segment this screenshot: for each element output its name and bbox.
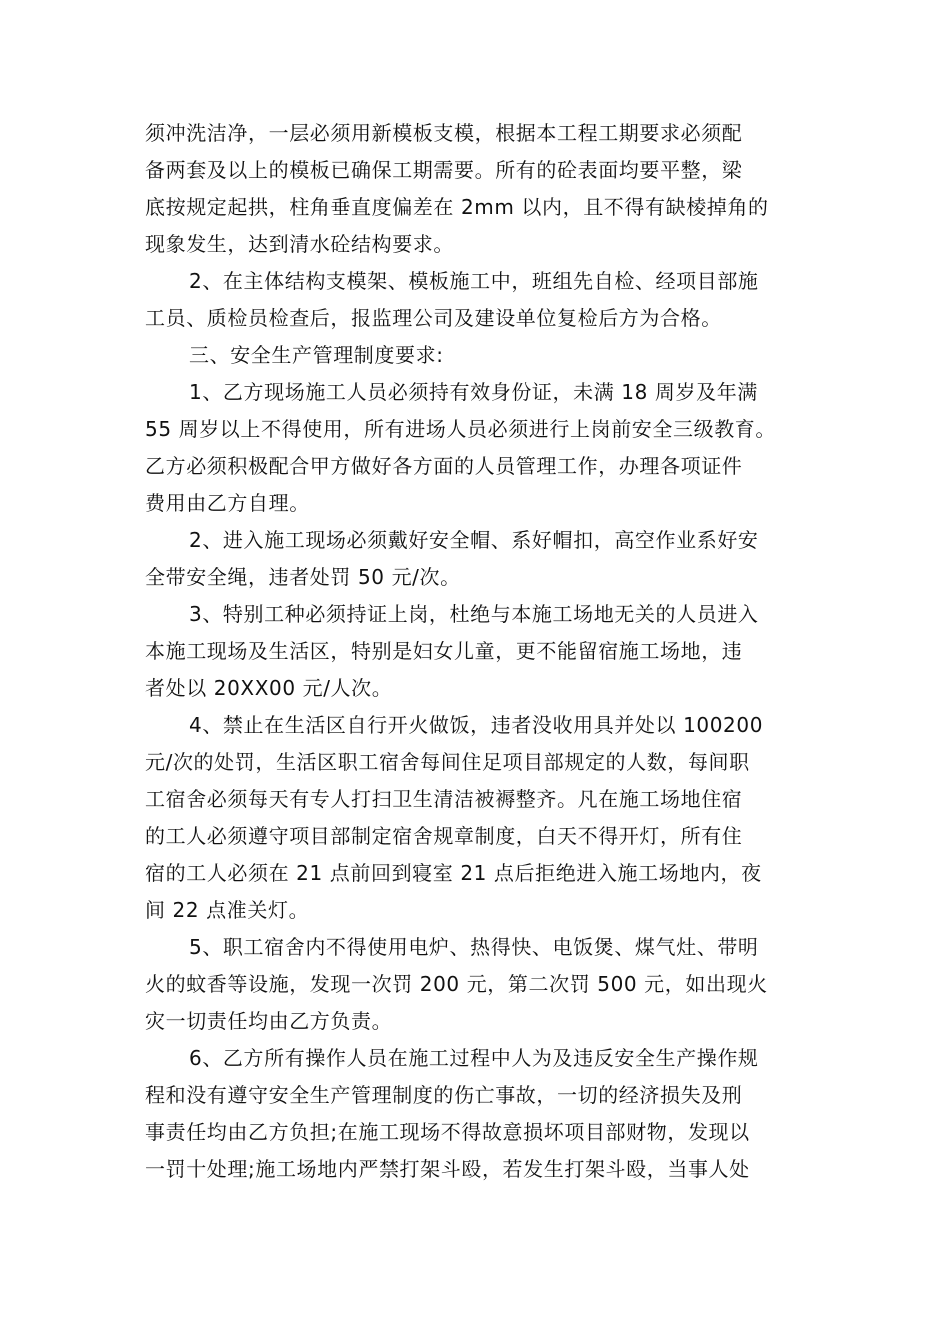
text-line: 全带安全绳，违者处罚 50 元/次。 xyxy=(145,565,461,589)
text-line: 2、在主体结构支模架、模板施工中，班组先自检、经项目部施 xyxy=(189,269,759,293)
text-line: 元/次的处罚，生活区职工宿舍每间住足项目部规定的人数，每间职 xyxy=(145,750,750,774)
text-line: 6、乙方所有操作人员在施工过程中人为及违反安全生产操作规 xyxy=(189,1046,759,1070)
document-body xyxy=(145,115,825,1188)
text-line: 55 周岁以上不得使用，所有进场人员必须进行上岗前安全三级教育。 xyxy=(145,417,777,441)
text-line: 工员、质检员检查后，报监理公司及建设单位复检后方为合格。 xyxy=(145,306,722,330)
text-line: 事责任均由乙方负担;在施工现场不得故意损坏项目部财物，发现以 xyxy=(145,1120,750,1144)
text-line: 工宿舍必须每天有专人打扫卫生清洁被褥整齐。凡在施工场地住宿 xyxy=(145,787,743,811)
text-line: 灾一切责任均由乙方负责。 xyxy=(145,1009,393,1033)
text-line: 火的蚊香等设施，发现一次罚 200 元，第二次罚 500 元，如出现火 xyxy=(145,972,768,996)
text-line: 现象发生，达到清水砼结构要求。 xyxy=(145,232,454,256)
text-line: 的工人必须遵守项目部制定宿舍规章制度，白天不得开灯，所有住 xyxy=(145,824,743,848)
text-line: 4、禁止在生活区自行开火做饭，违者没收用具并处以 100200 xyxy=(189,713,764,737)
text-line: 1、乙方现场施工人员必须持有效身份证，未满 18 周岁及年满 xyxy=(189,380,758,404)
text-line: 底按规定起拱，柱角垂直度偏差在 2mm 以内，且不得有缺棱掉角的 xyxy=(145,195,769,219)
text-line: 本施工现场及生活区，特别是妇女儿童，更不能留宿施工场地，违 xyxy=(145,639,743,663)
text-line: 费用由乙方自理。 xyxy=(145,491,310,515)
text-line: 2、进入施工现场必须戴好安全帽、系好帽扣，高空作业系好安 xyxy=(189,528,759,552)
text-line: 5、职工宿舍内不得使用电炉、热得快、电饭煲、煤气灶、带明 xyxy=(189,935,759,959)
text-line: 宿的工人必须在 21 点前回到寝室 21 点后拒绝进入施工场地内，夜 xyxy=(145,861,762,885)
text-line: 须冲洗洁净，一层必须用新模板支模，根据本工程工期要求必须配 xyxy=(145,121,743,145)
text-line: 间 22 点准关灯。 xyxy=(145,898,310,922)
text-line: 程和没有遵守安全生产管理制度的伤亡事故，一切的经济损失及刑 xyxy=(145,1083,743,1107)
text-line: 备两套及以上的模板已确保工期需要。所有的砼表面均要平整，梁 xyxy=(145,158,743,182)
text-line: 一罚十处理;施工场地内严禁打架斗殴，若发生打架斗殴，当事人处 xyxy=(145,1157,750,1181)
text-line: 乙方必须积极配合甲方做好各方面的人员管理工作，办理各项证件 xyxy=(145,454,743,478)
text-line: 三、安全生产管理制度要求: xyxy=(189,343,444,367)
text-line: 3、特别工种必须持证上岗，杜绝与本施工场地无关的人员进入 xyxy=(189,602,759,626)
text-line: 者处以 20XX00 元/人次。 xyxy=(145,676,393,700)
